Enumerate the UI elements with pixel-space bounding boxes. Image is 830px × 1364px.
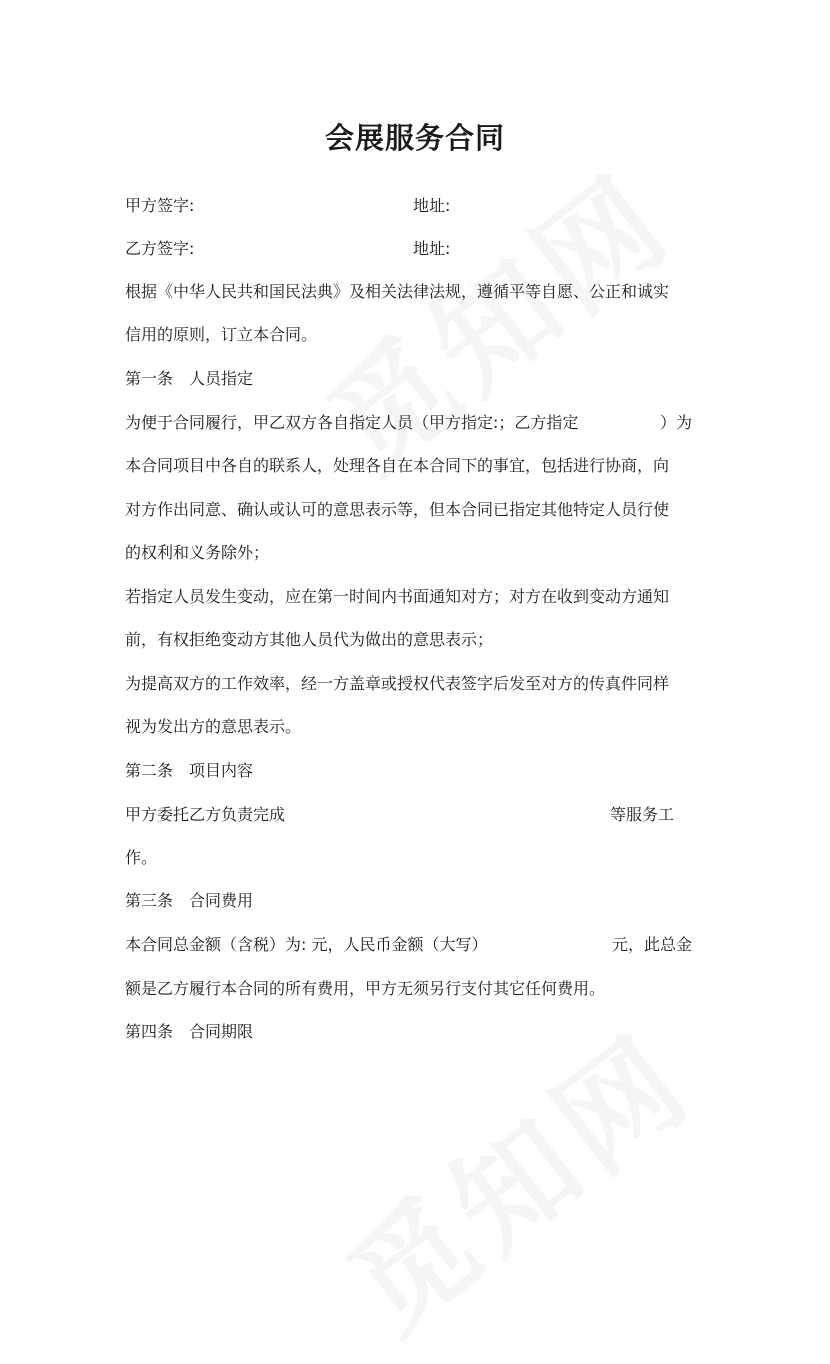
article1-line: 对方作出同意、确认或认可的意思表示等，但本合同已指定其他特定人员行使 (125, 500, 670, 519)
article4-heading: 第四条 合同期限 (125, 1022, 254, 1041)
party-b-address-label: 地址: (413, 239, 451, 258)
article3-line1-right: 元，此总金 (612, 935, 693, 954)
article1-line: 为提高双方的工作效率，经一方盖章或授权代表签字后发至对方的传真件同样 (125, 674, 670, 693)
article3-line1-left: 本合同总金额（含税）为: 元，人民币金额（大写） (125, 935, 488, 954)
article1-heading: 第一条 人员指定 (125, 369, 254, 388)
document-title: 会展服务合同 (324, 121, 505, 155)
article2-line2: 作。 (125, 848, 158, 867)
watermark-bottom (308, 988, 721, 1364)
article1-line: 前，有权拒绝变动方其他人员代为做出的意思表示； (125, 630, 494, 649)
article1-line: 的权利和义务除外； (125, 543, 270, 562)
article1-line1-right: ）为 (660, 413, 693, 432)
party-a-sign-label: 甲方签字: (125, 196, 195, 215)
article1-line: 本合同项目中各自的联系人，处理各自在本合同下的事宜，包括进行协商，向 (125, 456, 670, 475)
article1-line: 视为发出方的意思表示。 (125, 717, 302, 736)
article3-heading: 第三条 合同费用 (125, 891, 254, 910)
article2-line1-right: 等服务工 (610, 805, 675, 824)
party-a-address-label: 地址: (413, 196, 451, 215)
article1-line1-left: 为便于合同履行，甲乙双方各自指定人员（甲方指定:；乙方指定 (125, 413, 579, 432)
article1-line: 若指定人员发生变动，应在第一时间内书面通知对方；对方在收到变动方通知 (125, 587, 670, 606)
preamble-line: 信用的原则，订立本合同。 (125, 325, 318, 344)
article2-line1-left: 甲方委托乙方负责完成 (125, 805, 286, 824)
watermark (288, 128, 701, 504)
preamble-line: 根据《中华人民共和国民法典》及相关法律法规，遵循平等自愿、公正和诚实 (125, 282, 670, 301)
article3-line2: 额是乙方履行本合同的所有费用，甲方无须另行支付其它任何费用。 (125, 979, 606, 998)
article2-heading: 第二条 项目内容 (125, 761, 254, 780)
party-b-sign-label: 乙方签字: (125, 239, 195, 258)
